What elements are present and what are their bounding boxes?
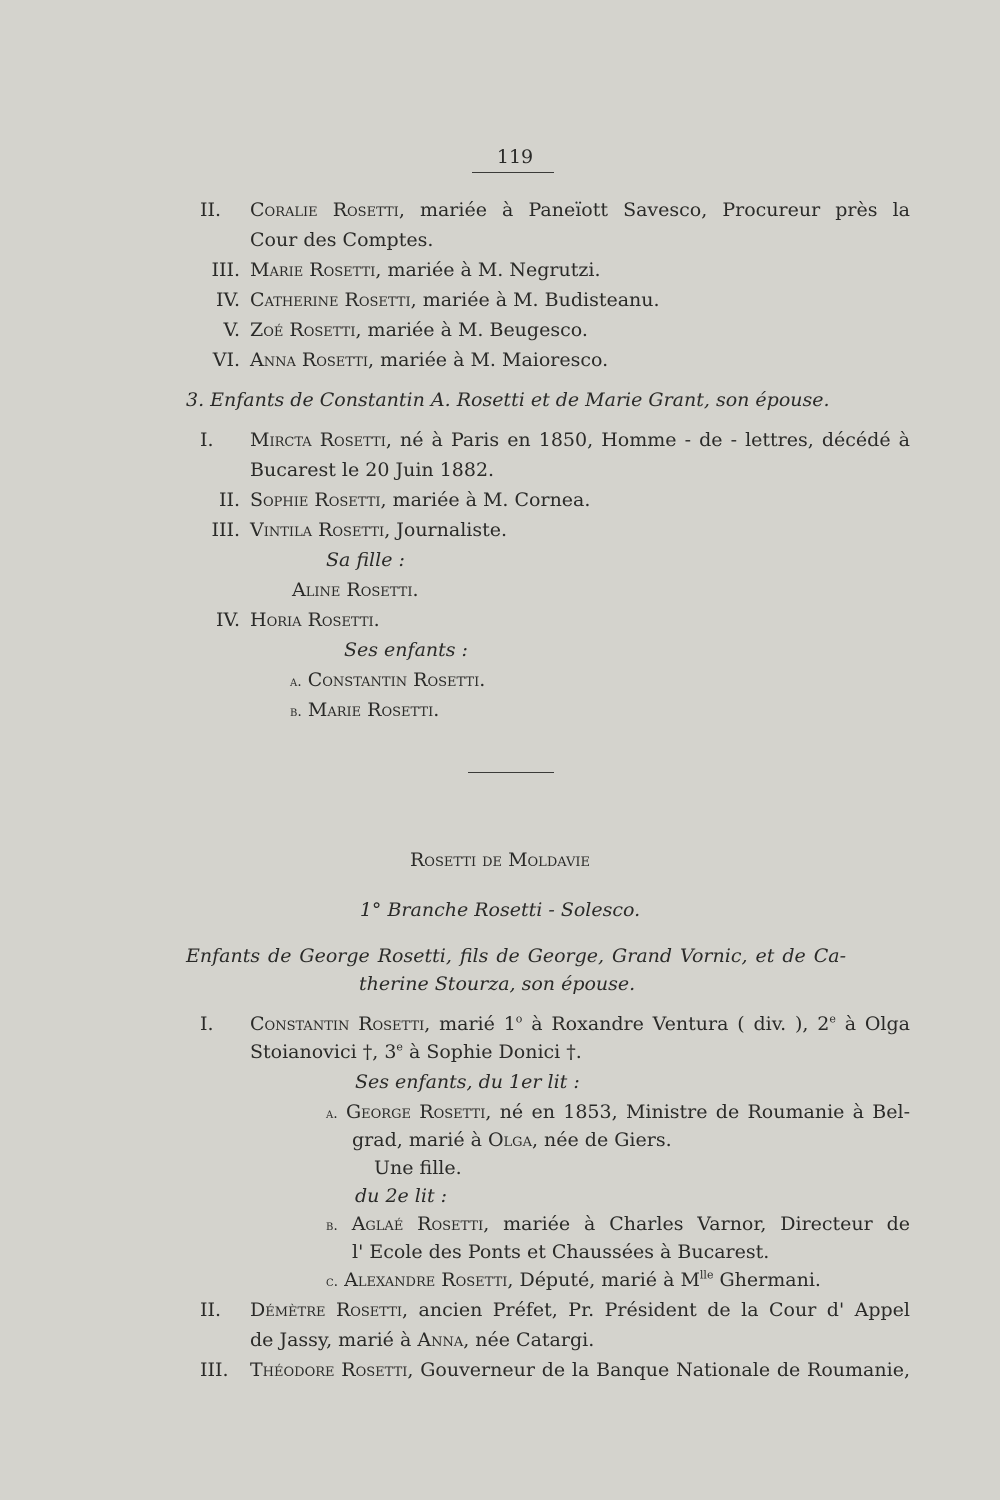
- section-rule: [468, 772, 554, 773]
- entry-george: a. George Rosetti, né en 1853, Ministre de Roumanie à Bel-: [326, 1101, 911, 1123]
- entry-alexandre: c. Alexandre Rosetti, Député, marié à $M^{lle}$ Ghermani.: [326, 1268, 821, 1291]
- ses-enfants-1er-lit: Ses enfants, du 1er lit :: [355, 1071, 580, 1093]
- entry-marie: III. Marie Rosetti, mariée à M. Negrutzi.: [211, 259, 601, 281]
- entry-anna: VI. Anna Rosetti, mariée à M. Maioresco.: [212, 349, 609, 371]
- section-title: Rosetti de Moldavie: [410, 849, 590, 871]
- entry-theodore: III. Théodore Rosetti, Gouverneur de la Banque Nationale de Roumanie,: [200, 1359, 910, 1381]
- entry-catherine: IV. Catherine Rosetti, mariée à M. Budisteanu.: [216, 289, 660, 311]
- entry-coralie: II. Coralie Rosetti, mariée à Paneïott Savesco, Procureur près la: [200, 199, 911, 221]
- entry-sophie: II. Sophie Rosetti, mariée à M. Cornea.: [218, 489, 591, 511]
- entry-constantin: I. Constantin Rosetti, marié 1$^o$ à Roxandre Ventura ( div. ), 2e à Olga: [200, 1012, 910, 1035]
- entry-mircta-cont: Bucarest le 20 Juin 1882.: [250, 459, 495, 481]
- entry-vintila: III. Vintila Rosetti, Journaliste.: [211, 519, 508, 541]
- entry-demetre-cont: de Jassy, marié à Anna, née Catargi.: [250, 1329, 595, 1351]
- entry-constantin-cont: Stoianovici †, 3e à Sophie Donici †.: [250, 1040, 582, 1063]
- du-2e-lit: du 2e lit :: [355, 1185, 448, 1207]
- paragraph-enfants-george: Enfants de George Rosetti, fils de George, Grand Vornic, et de Ca-: [186, 945, 846, 967]
- entry-constantin-child: a. Constantin Rosetti.: [290, 669, 486, 691]
- entry-horia: IV. Horia Rosetti.: [216, 609, 380, 631]
- header-rule: [472, 172, 554, 173]
- entry-coralie-cont: Cour des Comptes.: [250, 229, 434, 251]
- entry-aline: Aline Rosetti.: [292, 579, 419, 601]
- entry-mircta: I. Mircta Rosetti, né à Paris en 1850, Homme - de - lettres, décédé à: [200, 429, 910, 451]
- heading-enfants-constantin: 3. Enfants de Constantin A. Rosetti et de Marie Grant, son épouse.: [186, 389, 830, 411]
- entry-aglae-cont: l' Ecole des Ponts et Chaussées à Bucarest.: [352, 1241, 770, 1263]
- sa-fille-label: Sa fille :: [326, 549, 405, 571]
- paragraph-enfants-george-cont: therine Stourza, son épouse.: [359, 973, 636, 995]
- entry-george-cont: grad, marié à Olga, née de Giers.: [352, 1129, 672, 1151]
- entry-aglae: b. Aglaé Rosetti, mariée à Charles Varnor, Directeur de: [326, 1213, 911, 1235]
- entry-marie-child: b. Marie Rosetti.: [290, 699, 440, 721]
- ses-enfants-label: Ses enfants :: [344, 639, 468, 661]
- une-fille: Une fille.: [374, 1157, 462, 1179]
- entry-zoe: V. Zoé Rosetti, mariée à M. Beugesco.: [223, 319, 588, 341]
- entry-demetre: II. Démètre Rosetti, ancien Préfet, Pr. Président de la Cour d' Appel: [200, 1299, 911, 1321]
- page-number: 119: [496, 146, 534, 168]
- branch-title: 1° Branche Rosetti - Solesco.: [359, 899, 641, 921]
